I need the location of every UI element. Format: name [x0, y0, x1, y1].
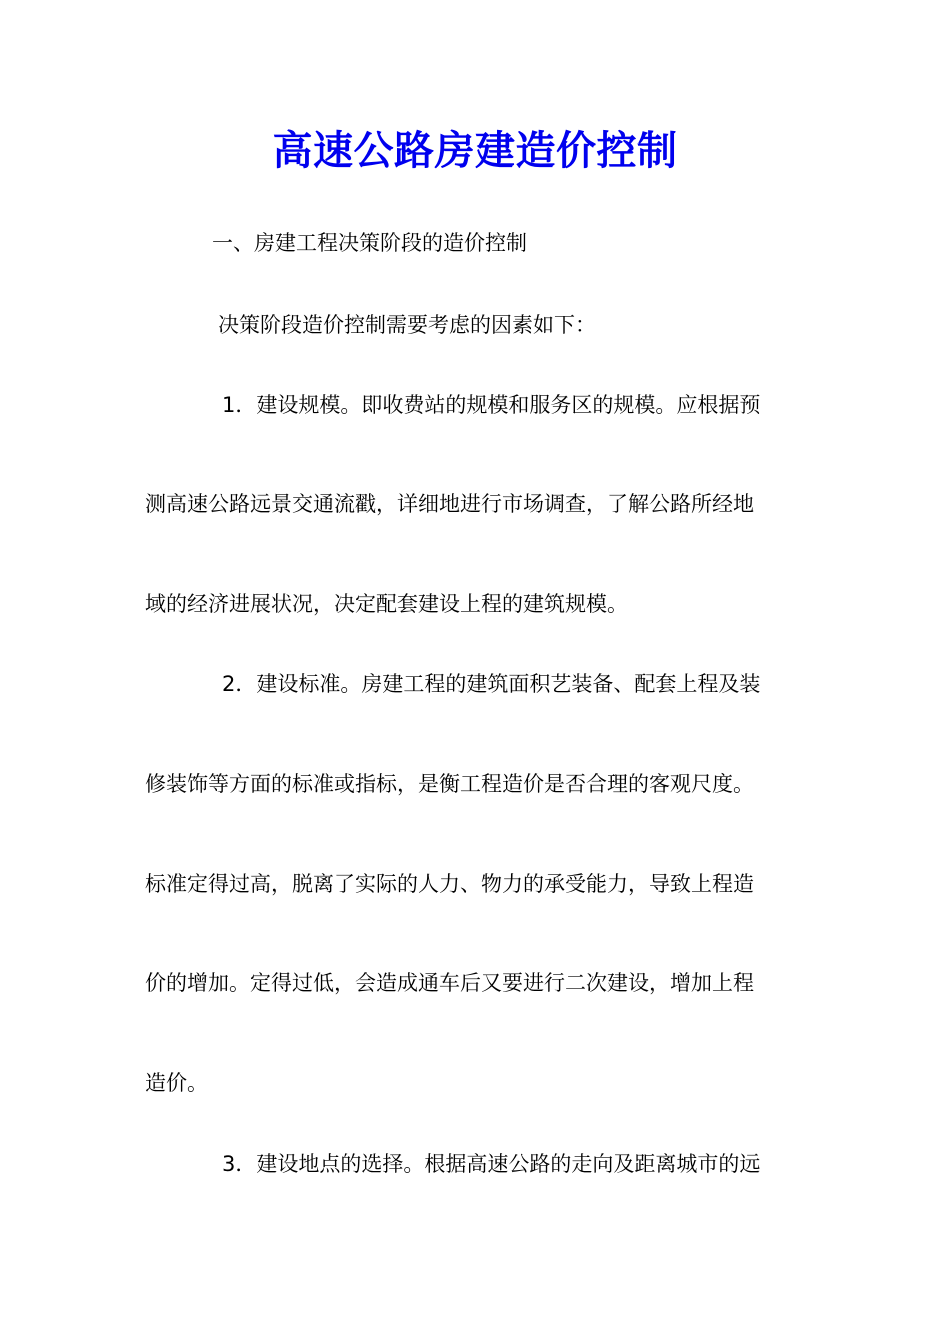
paragraph-2-line-4: 价的增加。定得过低，会造成通车后又要进行二次建设，增加上程: [145, 971, 754, 995]
paragraph-2-line-5: 造价。: [145, 1071, 208, 1095]
paragraph-1-line-2: 测高速公路远景交通流戳，详细地进行市场调查，了解公路所经地: [145, 492, 754, 516]
page-title: 高速公路房建造价控制: [272, 127, 678, 174]
paragraph-2-line-1: 2．建设标准。房建工程的建筑面积艺装备、配套上程及装: [222, 672, 761, 696]
section-heading: 一、房建工程决策阶段的造价控制: [212, 231, 527, 255]
paragraph-1-line-1: 1．建设规模。即收费站的规模和服务区的规模。应根据预: [222, 393, 761, 417]
paragraph-1-line-3: 域的经济进展状况，决定配套建设上程的建筑规模。: [145, 592, 628, 616]
paragraph-2-line-3: 标准定得过高，脱离了实际的人力、物力的承受能力，导致上程造: [145, 872, 754, 896]
intro-line: 决策阶段造价控制需要考虑的因素如下：: [218, 313, 596, 337]
paragraph-2-line-2: 修装饰等方面的标准或指标，是衡工程造价是否合理的客观尺度。: [145, 772, 754, 796]
paragraph-3-line-1: 3．建设地点的选择。根据高速公路的走向及距离城市的远: [222, 1152, 761, 1176]
